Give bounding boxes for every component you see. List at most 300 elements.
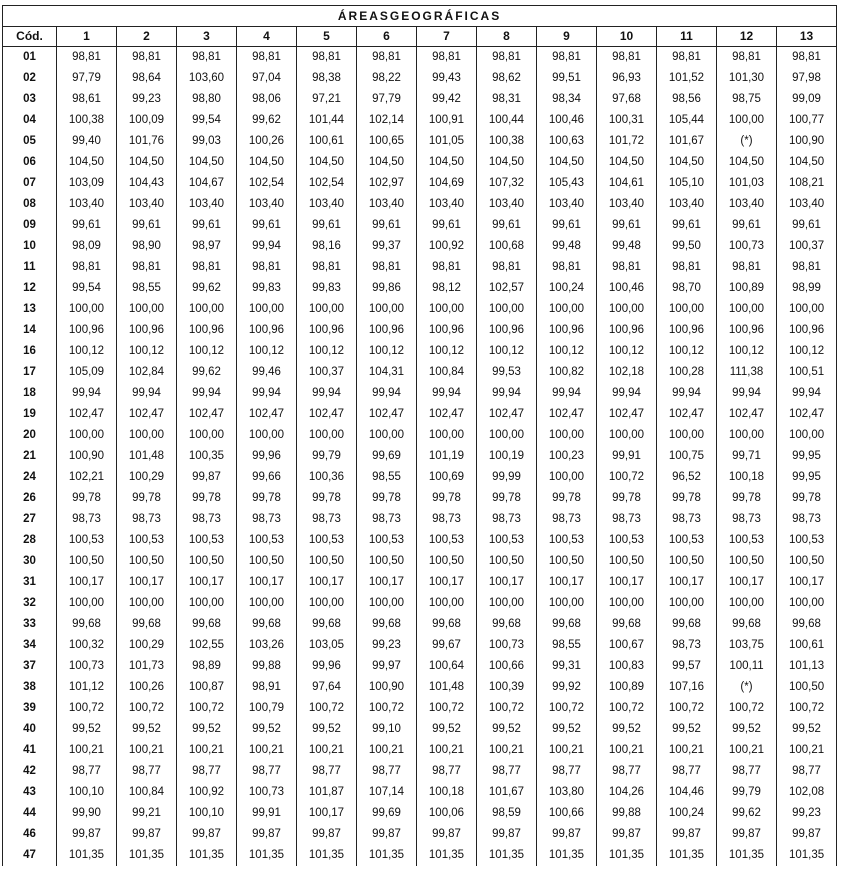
table-cell: 100,50: [117, 551, 177, 572]
table-cell: 104,50: [417, 152, 477, 173]
table-cell: 99,69: [357, 803, 417, 824]
table-cell: 99,94: [357, 383, 417, 404]
table-cell: 100,00: [117, 593, 177, 614]
table-cell: 98,73: [597, 509, 657, 530]
row-code: 11: [3, 257, 57, 278]
table-row: [3, 110, 837, 131]
table-cell: 99,10: [357, 719, 417, 740]
table-cell: 99,52: [417, 719, 477, 740]
table-cell: 98,56: [657, 89, 717, 110]
table-cell: 99,54: [57, 278, 117, 299]
table-cell: 99,87: [357, 824, 417, 845]
table-title: ÁREASGEOGRÁFICAS: [3, 6, 837, 27]
table-cell: 100,00: [57, 593, 117, 614]
table-row: [3, 320, 837, 341]
table-cell: 99,52: [177, 719, 237, 740]
table-cell: 99,50: [657, 236, 717, 257]
row-code: 04: [3, 110, 57, 131]
table-cell: 100,53: [117, 530, 177, 551]
table-cell: 99,48: [537, 236, 597, 257]
table-cell: 100,89: [597, 677, 657, 698]
table-cell: 100,50: [57, 551, 117, 572]
table-cell: 99,68: [117, 614, 177, 635]
table-cell: 98,81: [597, 47, 657, 69]
column-header: 12: [717, 27, 777, 47]
table-cell: 99,94: [237, 236, 297, 257]
table-row: [3, 299, 837, 320]
table-cell: 99,68: [417, 614, 477, 635]
table-cell: 99,78: [537, 488, 597, 509]
table-cell: 98,80: [177, 89, 237, 110]
table-cell: 100,19: [477, 446, 537, 467]
table-cell: 99,23: [357, 635, 417, 656]
table-cell: 100,21: [537, 740, 597, 761]
table-cell: 99,78: [597, 488, 657, 509]
table-cell: 100,63: [537, 131, 597, 152]
table-cell: 100,35: [177, 446, 237, 467]
table-cell: 99,94: [297, 383, 357, 404]
table-cell: 101,30: [717, 68, 777, 89]
table-cell: 98,73: [117, 509, 177, 530]
table-cell: 98,81: [657, 47, 717, 69]
row-code: 16: [3, 341, 57, 362]
column-header: 2: [117, 27, 177, 47]
table-cell: 101,67: [657, 131, 717, 152]
table-cell: 99,61: [177, 215, 237, 236]
table-cell: 100,39: [477, 677, 537, 698]
table-cell: 100,53: [597, 530, 657, 551]
table-cell: 99,62: [717, 803, 777, 824]
table-cell: 99,94: [717, 383, 777, 404]
table-cell: 100,53: [657, 530, 717, 551]
row-code: 03: [3, 89, 57, 110]
table-cell: 100,12: [477, 341, 537, 362]
row-code: 38: [3, 677, 57, 698]
table-cell: 97,68: [597, 89, 657, 110]
table-cell: 101,35: [537, 845, 597, 866]
table-cell: 100,96: [57, 320, 117, 341]
column-header: 4: [237, 27, 297, 47]
row-code: 34: [3, 635, 57, 656]
table-cell: 99,78: [57, 488, 117, 509]
table-cell: 98,81: [57, 257, 117, 278]
table-cell: 103,40: [177, 194, 237, 215]
row-code: 27: [3, 509, 57, 530]
row-code: 06: [3, 152, 57, 173]
table-cell: 104,50: [57, 152, 117, 173]
table-cell: 102,14: [357, 110, 417, 131]
table-cell: 100,12: [57, 341, 117, 362]
table-cell: 102,47: [357, 404, 417, 425]
table-cell: 104,43: [117, 173, 177, 194]
table-cell: 100,51: [777, 362, 837, 383]
table-cell: 99,91: [237, 803, 297, 824]
table-cell: 99,46: [237, 362, 297, 383]
table-row: [3, 698, 837, 719]
table-row: [3, 719, 837, 740]
table-row: [3, 551, 837, 572]
table-cell: 99,09: [777, 89, 837, 110]
table-cell: 99,68: [537, 614, 597, 635]
table-cell: 100,50: [177, 551, 237, 572]
table-cell: 100,24: [537, 278, 597, 299]
table-cell: 97,79: [357, 89, 417, 110]
table-cell: 99,69: [357, 446, 417, 467]
table-cell: 103,40: [657, 194, 717, 215]
table-cell: 100,36: [297, 467, 357, 488]
row-code: 14: [3, 320, 57, 341]
table-cell: 99,68: [477, 614, 537, 635]
table-cell: 98,70: [657, 278, 717, 299]
table-cell: 101,35: [57, 845, 117, 866]
table-cell: 100,00: [417, 593, 477, 614]
table-cell: 99,94: [657, 383, 717, 404]
table-cell: 104,50: [657, 152, 717, 173]
table-row: [3, 635, 837, 656]
column-header: 13: [777, 27, 837, 47]
table-cell: 102,47: [417, 404, 477, 425]
table-cell: 98,38: [297, 68, 357, 89]
table-cell: 100,00: [597, 593, 657, 614]
table-cell: 100,96: [417, 320, 477, 341]
table-cell: 105,09: [57, 362, 117, 383]
table-cell: 100,00: [537, 467, 597, 488]
table-cell: 99,68: [237, 614, 297, 635]
table-cell: 99,62: [177, 362, 237, 383]
table-cell: 98,73: [57, 509, 117, 530]
table-cell: 100,21: [237, 740, 297, 761]
table-cell: 100,96: [357, 320, 417, 341]
table-cell: 100,00: [777, 593, 837, 614]
table-cell: 99,61: [117, 215, 177, 236]
table-cell: 98,81: [357, 257, 417, 278]
table-cell: 99,52: [717, 719, 777, 740]
table-cell: 100,00: [297, 425, 357, 446]
table-cell: 99,94: [117, 383, 177, 404]
table-cell: 100,10: [57, 782, 117, 803]
table-cell: 100,00: [717, 593, 777, 614]
table-cell: 98,61: [57, 89, 117, 110]
table-cell: 100,11: [717, 656, 777, 677]
table-cell: 98,73: [357, 509, 417, 530]
table-cell: 98,81: [477, 257, 537, 278]
table-cell: 100,53: [717, 530, 777, 551]
table-cell: 100,96: [117, 320, 177, 341]
table-cell: (*): [717, 131, 777, 152]
table-cell: 98,73: [717, 509, 777, 530]
table-cell: 99,88: [237, 656, 297, 677]
table-cell: 98,55: [537, 635, 597, 656]
table-cell: 100,17: [657, 572, 717, 593]
table-cell: 100,00: [177, 425, 237, 446]
table-cell: 100,17: [717, 572, 777, 593]
table-cell: 99,94: [57, 383, 117, 404]
table-cell: 99,83: [297, 278, 357, 299]
table-cell: 100,61: [297, 131, 357, 152]
table-cell: 101,67: [477, 782, 537, 803]
table-cell: 100,83: [597, 656, 657, 677]
table-cell: 99,79: [717, 782, 777, 803]
table-row: [3, 803, 837, 824]
table-cell: 100,96: [537, 320, 597, 341]
row-code: 37: [3, 656, 57, 677]
table-cell: 102,18: [597, 362, 657, 383]
table-cell: 100,00: [657, 425, 717, 446]
table-cell: 102,08: [777, 782, 837, 803]
table-cell: 98,81: [537, 47, 597, 69]
table-cell: 99,68: [597, 614, 657, 635]
table-cell: 101,35: [717, 845, 777, 866]
table-cell: 99,78: [237, 488, 297, 509]
table-cell: 100,72: [597, 467, 657, 488]
table-cell: 100,96: [177, 320, 237, 341]
table-cell: 98,89: [177, 656, 237, 677]
table-cell: 102,47: [57, 404, 117, 425]
table-cell: 100,26: [237, 131, 297, 152]
table-cell: 99,87: [597, 824, 657, 845]
table-cell: 101,35: [237, 845, 297, 866]
table-cell: 100,06: [417, 803, 477, 824]
table-cell: 100,21: [777, 740, 837, 761]
table-cell: 99,87: [417, 824, 477, 845]
table-cell: 99,78: [717, 488, 777, 509]
table-row: [3, 215, 837, 236]
row-code: 20: [3, 425, 57, 446]
table-cell: 100,18: [717, 467, 777, 488]
table-cell: 100,29: [117, 467, 177, 488]
table-cell: 99,88: [597, 803, 657, 824]
table-cell: 101,19: [417, 446, 477, 467]
table-cell: 98,77: [657, 761, 717, 782]
table-cell: 100,12: [777, 341, 837, 362]
table-cell: 99,78: [177, 488, 237, 509]
table-cell: 99,87: [117, 824, 177, 845]
table-cell: 104,69: [417, 173, 477, 194]
table-cell: 98,55: [117, 278, 177, 299]
table-cell: 99,87: [477, 824, 537, 845]
table-cell: 97,79: [57, 68, 117, 89]
table-cell: 102,97: [357, 173, 417, 194]
table-cell: 99,57: [657, 656, 717, 677]
table-cell: 108,21: [777, 173, 837, 194]
table-cell: 98,77: [57, 761, 117, 782]
table-cell: 99,43: [417, 68, 477, 89]
table-cell: 101,35: [657, 845, 717, 866]
table-cell: 100,38: [57, 110, 117, 131]
table-cell: 100,72: [57, 698, 117, 719]
table-cell: 111,38: [717, 362, 777, 383]
table-row: [3, 89, 837, 110]
table-cell: 100,72: [357, 698, 417, 719]
table-cell: 101,35: [357, 845, 417, 866]
table-cell: 99,87: [537, 824, 597, 845]
table-cell: 98,73: [477, 509, 537, 530]
table-cell: 99,94: [417, 383, 477, 404]
table-cell: 98,77: [417, 761, 477, 782]
table-cell: 102,47: [297, 404, 357, 425]
table-cell: 102,47: [177, 404, 237, 425]
table-cell: 100,00: [777, 425, 837, 446]
table-cell: 100,00: [717, 299, 777, 320]
table-cell: 99,61: [357, 215, 417, 236]
table-cell: 100,90: [777, 131, 837, 152]
table-cell: 101,73: [117, 656, 177, 677]
table-cell: 99,68: [57, 614, 117, 635]
table-cell: 99,31: [537, 656, 597, 677]
row-code: 12: [3, 278, 57, 299]
table-cell: 99,23: [117, 89, 177, 110]
table-cell: 97,21: [297, 89, 357, 110]
table-cell: 99,52: [477, 719, 537, 740]
geographic-areas-table: [2, 5, 837, 866]
table-cell: 99,62: [237, 110, 297, 131]
table-cell: 99,68: [177, 614, 237, 635]
table-cell: 100,00: [237, 425, 297, 446]
table-cell: 98,81: [597, 257, 657, 278]
table-cell: 100,50: [417, 551, 477, 572]
table-cell: 100,46: [537, 110, 597, 131]
table-cell: 98,62: [477, 68, 537, 89]
table-cell: 99,78: [297, 488, 357, 509]
table-cell: 100,96: [597, 320, 657, 341]
table-cell: 102,47: [777, 404, 837, 425]
table-cell: 98,81: [177, 47, 237, 69]
table-cell: 103,40: [477, 194, 537, 215]
table-cell: 98,73: [177, 509, 237, 530]
table-cell: 100,00: [177, 299, 237, 320]
table-cell: 98,81: [237, 257, 297, 278]
table-cell: 97,04: [237, 68, 297, 89]
table-cell: 99,66: [237, 467, 297, 488]
table-cell: 104,31: [357, 362, 417, 383]
code-column-header: Cód.: [3, 27, 57, 47]
table-cell: 99,94: [537, 383, 597, 404]
table-cell: 98,77: [777, 761, 837, 782]
table-cell: 99,67: [417, 635, 477, 656]
table-cell: 99,96: [297, 656, 357, 677]
table-cell: 100,68: [477, 236, 537, 257]
table-cell: 97,98: [777, 68, 837, 89]
row-code: 26: [3, 488, 57, 509]
table-cell: 98,81: [777, 257, 837, 278]
row-code: 46: [3, 824, 57, 845]
table-cell: 100,12: [537, 341, 597, 362]
table-cell: 99,61: [477, 215, 537, 236]
table-cell: 103,40: [117, 194, 177, 215]
table-cell: 100,32: [57, 635, 117, 656]
table-cell: 100,00: [417, 299, 477, 320]
table-cell: 100,21: [177, 740, 237, 761]
table-cell: 99,94: [177, 383, 237, 404]
table-cell: 100,50: [477, 551, 537, 572]
table-cell: 100,17: [297, 803, 357, 824]
table-cell: 100,00: [537, 299, 597, 320]
table-cell: 101,72: [597, 131, 657, 152]
table-cell: 100,12: [417, 341, 477, 362]
table-cell: 102,21: [57, 467, 117, 488]
table-cell: 100,21: [57, 740, 117, 761]
table-cell: 99,91: [597, 446, 657, 467]
table-cell: 101,35: [597, 845, 657, 866]
table-cell: 99,37: [357, 236, 417, 257]
table-cell: 100,28: [657, 362, 717, 383]
table-cell: 104,50: [117, 152, 177, 173]
table-cell: 100,18: [417, 782, 477, 803]
table-cell: 102,47: [537, 404, 597, 425]
table-row: [3, 572, 837, 593]
table-cell: 100,21: [657, 740, 717, 761]
table-cell: 102,55: [177, 635, 237, 656]
column-header: 8: [477, 27, 537, 47]
table-cell: 100,38: [477, 131, 537, 152]
table-cell: 99,52: [537, 719, 597, 740]
table-cell: 99,68: [297, 614, 357, 635]
table-cell: 98,55: [357, 467, 417, 488]
table-cell: 100,17: [477, 572, 537, 593]
table-cell: 99,95: [777, 467, 837, 488]
row-code: 47: [3, 845, 57, 866]
table-cell: 100,17: [597, 572, 657, 593]
column-header-row: [3, 27, 837, 47]
table-cell: 100,69: [417, 467, 477, 488]
table-row: [3, 761, 837, 782]
table-cell: 99,97: [357, 656, 417, 677]
table-cell: 104,67: [177, 173, 237, 194]
table-cell: 99,87: [297, 824, 357, 845]
table-cell: 100,00: [117, 299, 177, 320]
column-header: 10: [597, 27, 657, 47]
table-cell: 101,35: [477, 845, 537, 866]
table-cell: 100,50: [657, 551, 717, 572]
table-cell: 103,60: [177, 68, 237, 89]
table-cell: 99,90: [57, 803, 117, 824]
table-cell: 100,12: [657, 341, 717, 362]
table-row: [3, 614, 837, 635]
table-cell: 100,24: [657, 803, 717, 824]
row-code: 30: [3, 551, 57, 572]
table-cell: 103,40: [717, 194, 777, 215]
table-cell: 98,75: [717, 89, 777, 110]
table-cell: 100,72: [657, 698, 717, 719]
table-cell: 100,00: [357, 299, 417, 320]
table-cell: 99,61: [657, 215, 717, 236]
table-row: [3, 656, 837, 677]
table-cell: 98,81: [357, 47, 417, 69]
table-cell: 100,66: [477, 656, 537, 677]
table-cell: 100,53: [357, 530, 417, 551]
table-cell: 103,40: [357, 194, 417, 215]
table-cell: 99,61: [57, 215, 117, 236]
table-cell: 99,52: [297, 719, 357, 740]
row-code: 40: [3, 719, 57, 740]
column-header: 9: [537, 27, 597, 47]
table-cell: 99,78: [357, 488, 417, 509]
table-cell: 105,10: [657, 173, 717, 194]
table-cell: 100,37: [777, 236, 837, 257]
table-cell: 100,72: [477, 698, 537, 719]
table-cell: 100,89: [717, 278, 777, 299]
table-cell: 100,21: [117, 740, 177, 761]
table-cell: 98,77: [117, 761, 177, 782]
table-cell: 100,12: [177, 341, 237, 362]
table-row: [3, 677, 837, 698]
table-cell: 107,14: [357, 782, 417, 803]
table-cell: 104,50: [297, 152, 357, 173]
table-body: [3, 47, 837, 867]
table-cell: 99,86: [357, 278, 417, 299]
row-code: 18: [3, 383, 57, 404]
table-cell: 99,95: [777, 446, 837, 467]
